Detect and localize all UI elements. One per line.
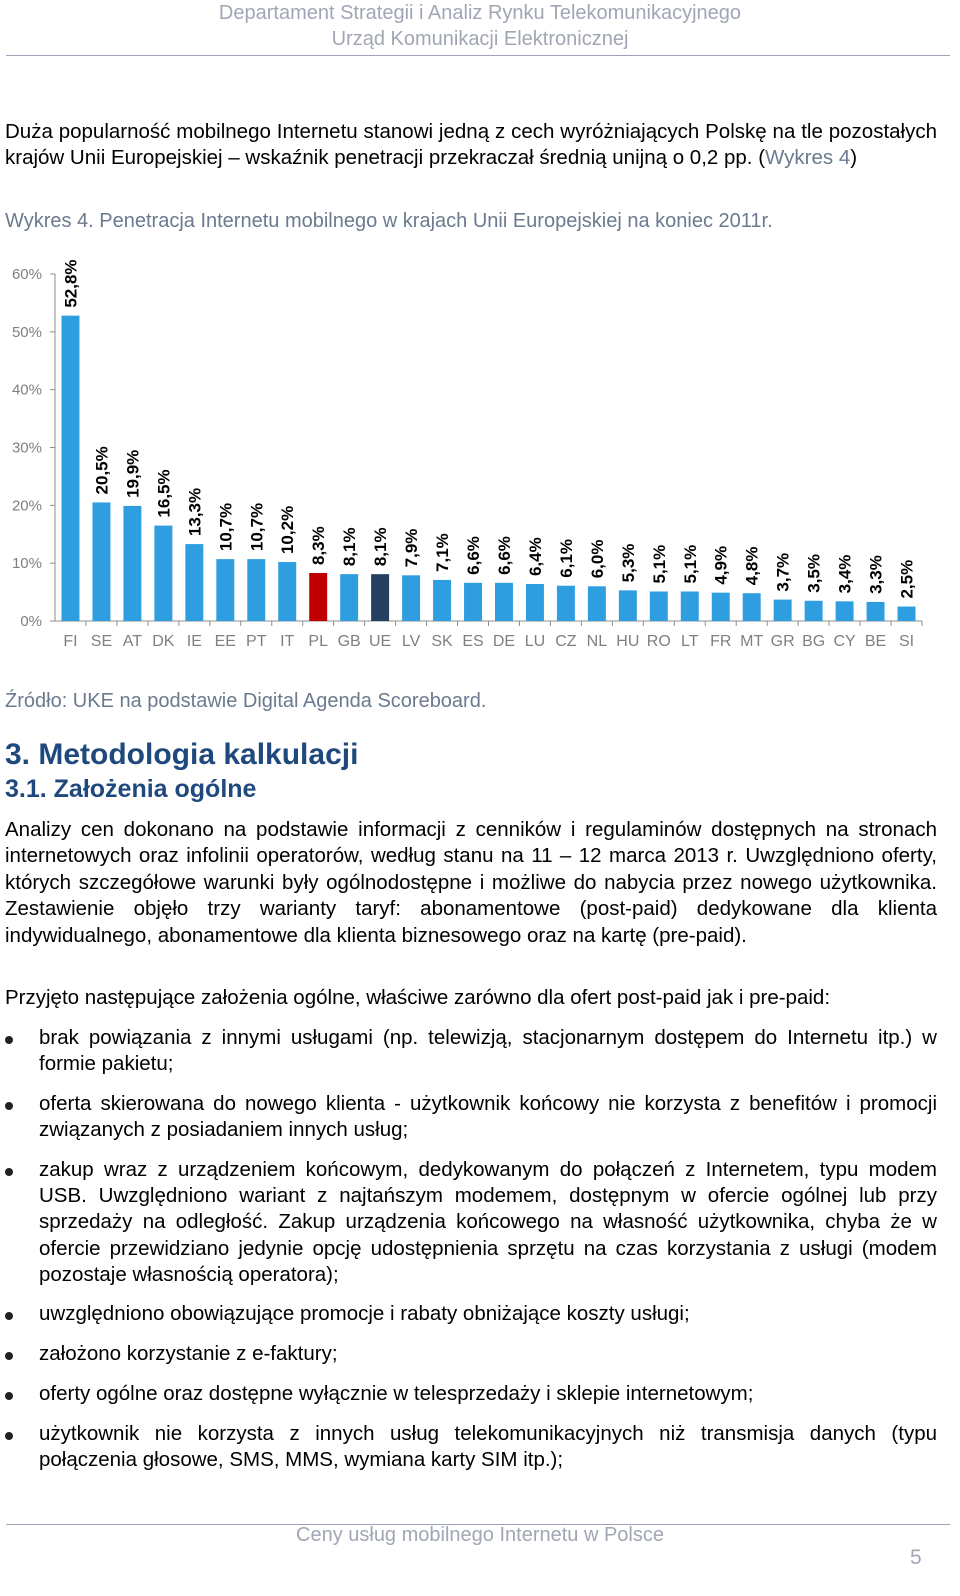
data-label: 8,1% (340, 527, 360, 567)
data-label: 6,4% (525, 537, 545, 576)
data-label: 8,3% (309, 526, 329, 565)
bar-pl (309, 573, 327, 621)
data-label: 19,9% (123, 449, 143, 498)
bullet-dot (5, 1168, 13, 1176)
list-item-text: oferta skierowana do nowego klienta - użytkownik końcowy nie korzysta z benefitów i promocji związanych z posiadaniem innych usług; (39, 1092, 937, 1142)
header-divider (6, 55, 950, 56)
data-label: 5,1% (680, 544, 700, 584)
x-tick-label: IT (280, 633, 295, 650)
data-label: 6,1% (556, 538, 576, 578)
data-label: 5,1% (649, 544, 669, 584)
bar-ee (216, 559, 234, 621)
chart-source: Źródło: UKE na podstawie Digital Agenda Scoreboard. (5, 690, 487, 712)
bar-lu (526, 584, 544, 621)
x-tick-label: SI (898, 633, 915, 650)
y-tick-label: 30% (11, 439, 42, 457)
data-label: 13,3% (185, 487, 205, 537)
x-tick-label: CY (833, 633, 856, 650)
bar-lv (402, 575, 420, 621)
x-tick-label: HU (616, 633, 640, 650)
list-item-text: zakup wraz z urządzeniem końcowym, dedykowanym do połączeń z Internetem, typu modem USB. Uwzględniono wariant z najtańszym modemem, dostępnym w ofercie ogólnej lub przy sprzedaży na odległość. Zakup urządzenia końcowego na własność użytkownika, chyba że w ofercie przewidziano jedynie opcję udostępnienia sprzętu na czas korzystania z usługi (modem pozostaje własnością operatora); (39, 1158, 937, 1286)
x-tick-label: NL (586, 633, 608, 650)
x-tick-label: LU (524, 633, 546, 650)
data-label: 3,5% (804, 554, 824, 593)
bar-at (123, 506, 141, 621)
x-tick-label: AT (122, 633, 143, 650)
x-tick-label: BE (864, 633, 887, 650)
x-tick-label: LT (681, 633, 699, 650)
x-tick-label: UE (369, 633, 392, 650)
data-label: 2,5% (897, 559, 917, 599)
x-tick-label: PT (246, 633, 267, 650)
y-tick-label: 40% (11, 381, 42, 399)
bar-chart (0, 245, 960, 665)
intro-paragraph (5, 119, 937, 172)
x-tick-label: CZ (555, 633, 577, 650)
list-item-text: oferty ogólne oraz dostępne wyłącznie w telesprzedaży i sklepie internetowym; (39, 1382, 754, 1405)
intro-ref-open: ( (758, 146, 766, 170)
assumptions-intro: Przyjęto następujące założenia ogólne, właściwe zarówno dla ofert post-paid jak i pre-paid: (5, 986, 831, 1009)
x-tick-label: FR (710, 633, 732, 650)
data-label: 4,9% (711, 545, 731, 585)
bullet-dot (5, 1312, 13, 1320)
bar-de (495, 583, 513, 621)
data-label: 10,7% (216, 502, 236, 552)
intro-ref-close: ) (850, 146, 858, 170)
data-label: 7,9% (402, 528, 422, 568)
footer-title: Ceny usług mobilnego Internetu w Polsce (296, 1524, 664, 1546)
x-tick-label: SE (90, 633, 113, 650)
x-tick-label: GB (337, 633, 361, 650)
bar-ue (371, 574, 389, 621)
bar-sk (433, 580, 451, 621)
data-label: 52,8% (61, 259, 81, 308)
bar-be (867, 602, 885, 621)
data-label: 6,6% (494, 536, 514, 575)
list-item-text: założono korzystanie z e-faktury; (39, 1342, 338, 1365)
bar-nl (588, 586, 606, 621)
section-heading: 3. Metodologia kalkulacji (5, 738, 359, 771)
y-tick-label: 60% (11, 266, 42, 283)
methodology-paragraph: Analizy cen dokonano na podstawie informacji z cenników i regulaminów dostępnych na stronach internetowych oraz infolinii operatorów, według stanu na 11 – 12 marca 2013 r. Uwzględniono oferty, których szczegółowe warunki były ogólnodostępne i możliwe do nabycia przez nowego użytkownika. Zestawienie objęło trzy warianty taryf: abonamentowe (post-paid) dedykowane dla klienta indywidualnego, abonamentowe dla klienta biznesowego oraz na kartę (pre-paid). (5, 818, 937, 947)
bar-gb (340, 574, 358, 621)
bullet-dot (5, 1392, 13, 1400)
x-tick-label: DE (492, 633, 516, 650)
bar-cz (557, 586, 575, 621)
y-tick-label: 0% (20, 613, 42, 630)
x-tick-label: GR (770, 633, 795, 650)
chart-reference-link[interactable]: Wykres 4 (765, 146, 851, 170)
data-label: 3,7% (773, 552, 793, 592)
x-tick-label: BG (802, 633, 826, 650)
page-number: 5 (910, 1546, 922, 1569)
x-tick-label: MT (740, 633, 764, 650)
data-label: 5,3% (618, 543, 638, 583)
x-tick-label: ES (462, 633, 484, 650)
bar-se (92, 502, 110, 621)
page-header (0, 0, 960, 52)
bar-cy (836, 601, 854, 621)
bar-it (278, 562, 296, 621)
bar-es (464, 583, 482, 621)
x-tick-label: LV (401, 633, 421, 650)
list-item-text: brak powiązania z innymi usługami (np. telewizją, stacjonarnym dostępem do Internetu itp.) w formie pakietu; (39, 1026, 937, 1076)
data-label: 20,5% (92, 446, 112, 495)
data-label: 6,0% (587, 539, 607, 579)
bar-mt (743, 593, 761, 621)
data-label: 6,6% (464, 536, 484, 575)
bar-lt (681, 592, 699, 621)
data-label: 3,3% (866, 555, 886, 594)
data-label: 8,1% (371, 527, 391, 567)
bar-ro (650, 592, 668, 621)
x-tick-label: EE (214, 633, 236, 650)
x-tick-label: RO (646, 633, 671, 650)
bar-bg (805, 601, 823, 621)
data-label: 10,2% (278, 505, 298, 555)
y-tick-label: 50% (11, 323, 42, 341)
x-tick-label: PL (308, 633, 328, 650)
data-label: 7,1% (433, 533, 453, 572)
x-tick-label: DK (152, 633, 175, 650)
x-tick-label: IE (186, 633, 202, 650)
list-item-text: użytkownik nie korzysta z innych usług telekomunikacyjnych niż transmisja danych (typu połączenia głosowe, SMS, MMS, wymiana karty SIM itp.); (39, 1422, 937, 1472)
data-label: 3,4% (835, 554, 855, 594)
header-office: Urząd Komunikacji Elektronicznej (331, 28, 629, 50)
bullet-dot (5, 1432, 13, 1440)
x-tick-label: SK (431, 633, 453, 650)
y-tick-label: 20% (11, 497, 42, 515)
chart-caption: Wykres 4. Penetracja Internetu mobilnego w krajach Unii Europejskiej na koniec 2011r. (5, 210, 773, 232)
bar-dk (154, 526, 172, 621)
bar-fr (712, 593, 730, 621)
data-label: 16,5% (154, 469, 174, 518)
bar-si (898, 607, 916, 621)
list-item-text: uwzględniono obowiązujące promocje i rabaty obniżające koszty usługi; (39, 1302, 690, 1325)
y-tick-label: 10% (11, 555, 42, 573)
data-label: 4,8% (742, 546, 762, 586)
data-label: 10,7% (247, 502, 267, 552)
bullet-dot (5, 1102, 13, 1110)
bullet-dot (5, 1036, 13, 1044)
subsection-heading: 3.1. Założenia ogólne (5, 775, 257, 803)
bullet-dot (5, 1352, 13, 1360)
bar-pt (247, 559, 265, 621)
bar-hu (619, 590, 637, 621)
bar-gr (774, 600, 792, 621)
bar-ie (185, 544, 203, 621)
intro-text: Duża popularność mobilnego Internetu stanowi jedną z cech wyróżniających Polskę na tle pozostałych krajów Unii Europejskiej – wskaźnik penetracji przekraczał średnią unijną o 0,2 pp. (5, 120, 937, 170)
bar-fi (62, 316, 80, 621)
x-tick-label: FI (63, 633, 78, 650)
header-department: Departament Strategii i Analiz Rynku Telekomunikacyjnego (218, 2, 742, 24)
